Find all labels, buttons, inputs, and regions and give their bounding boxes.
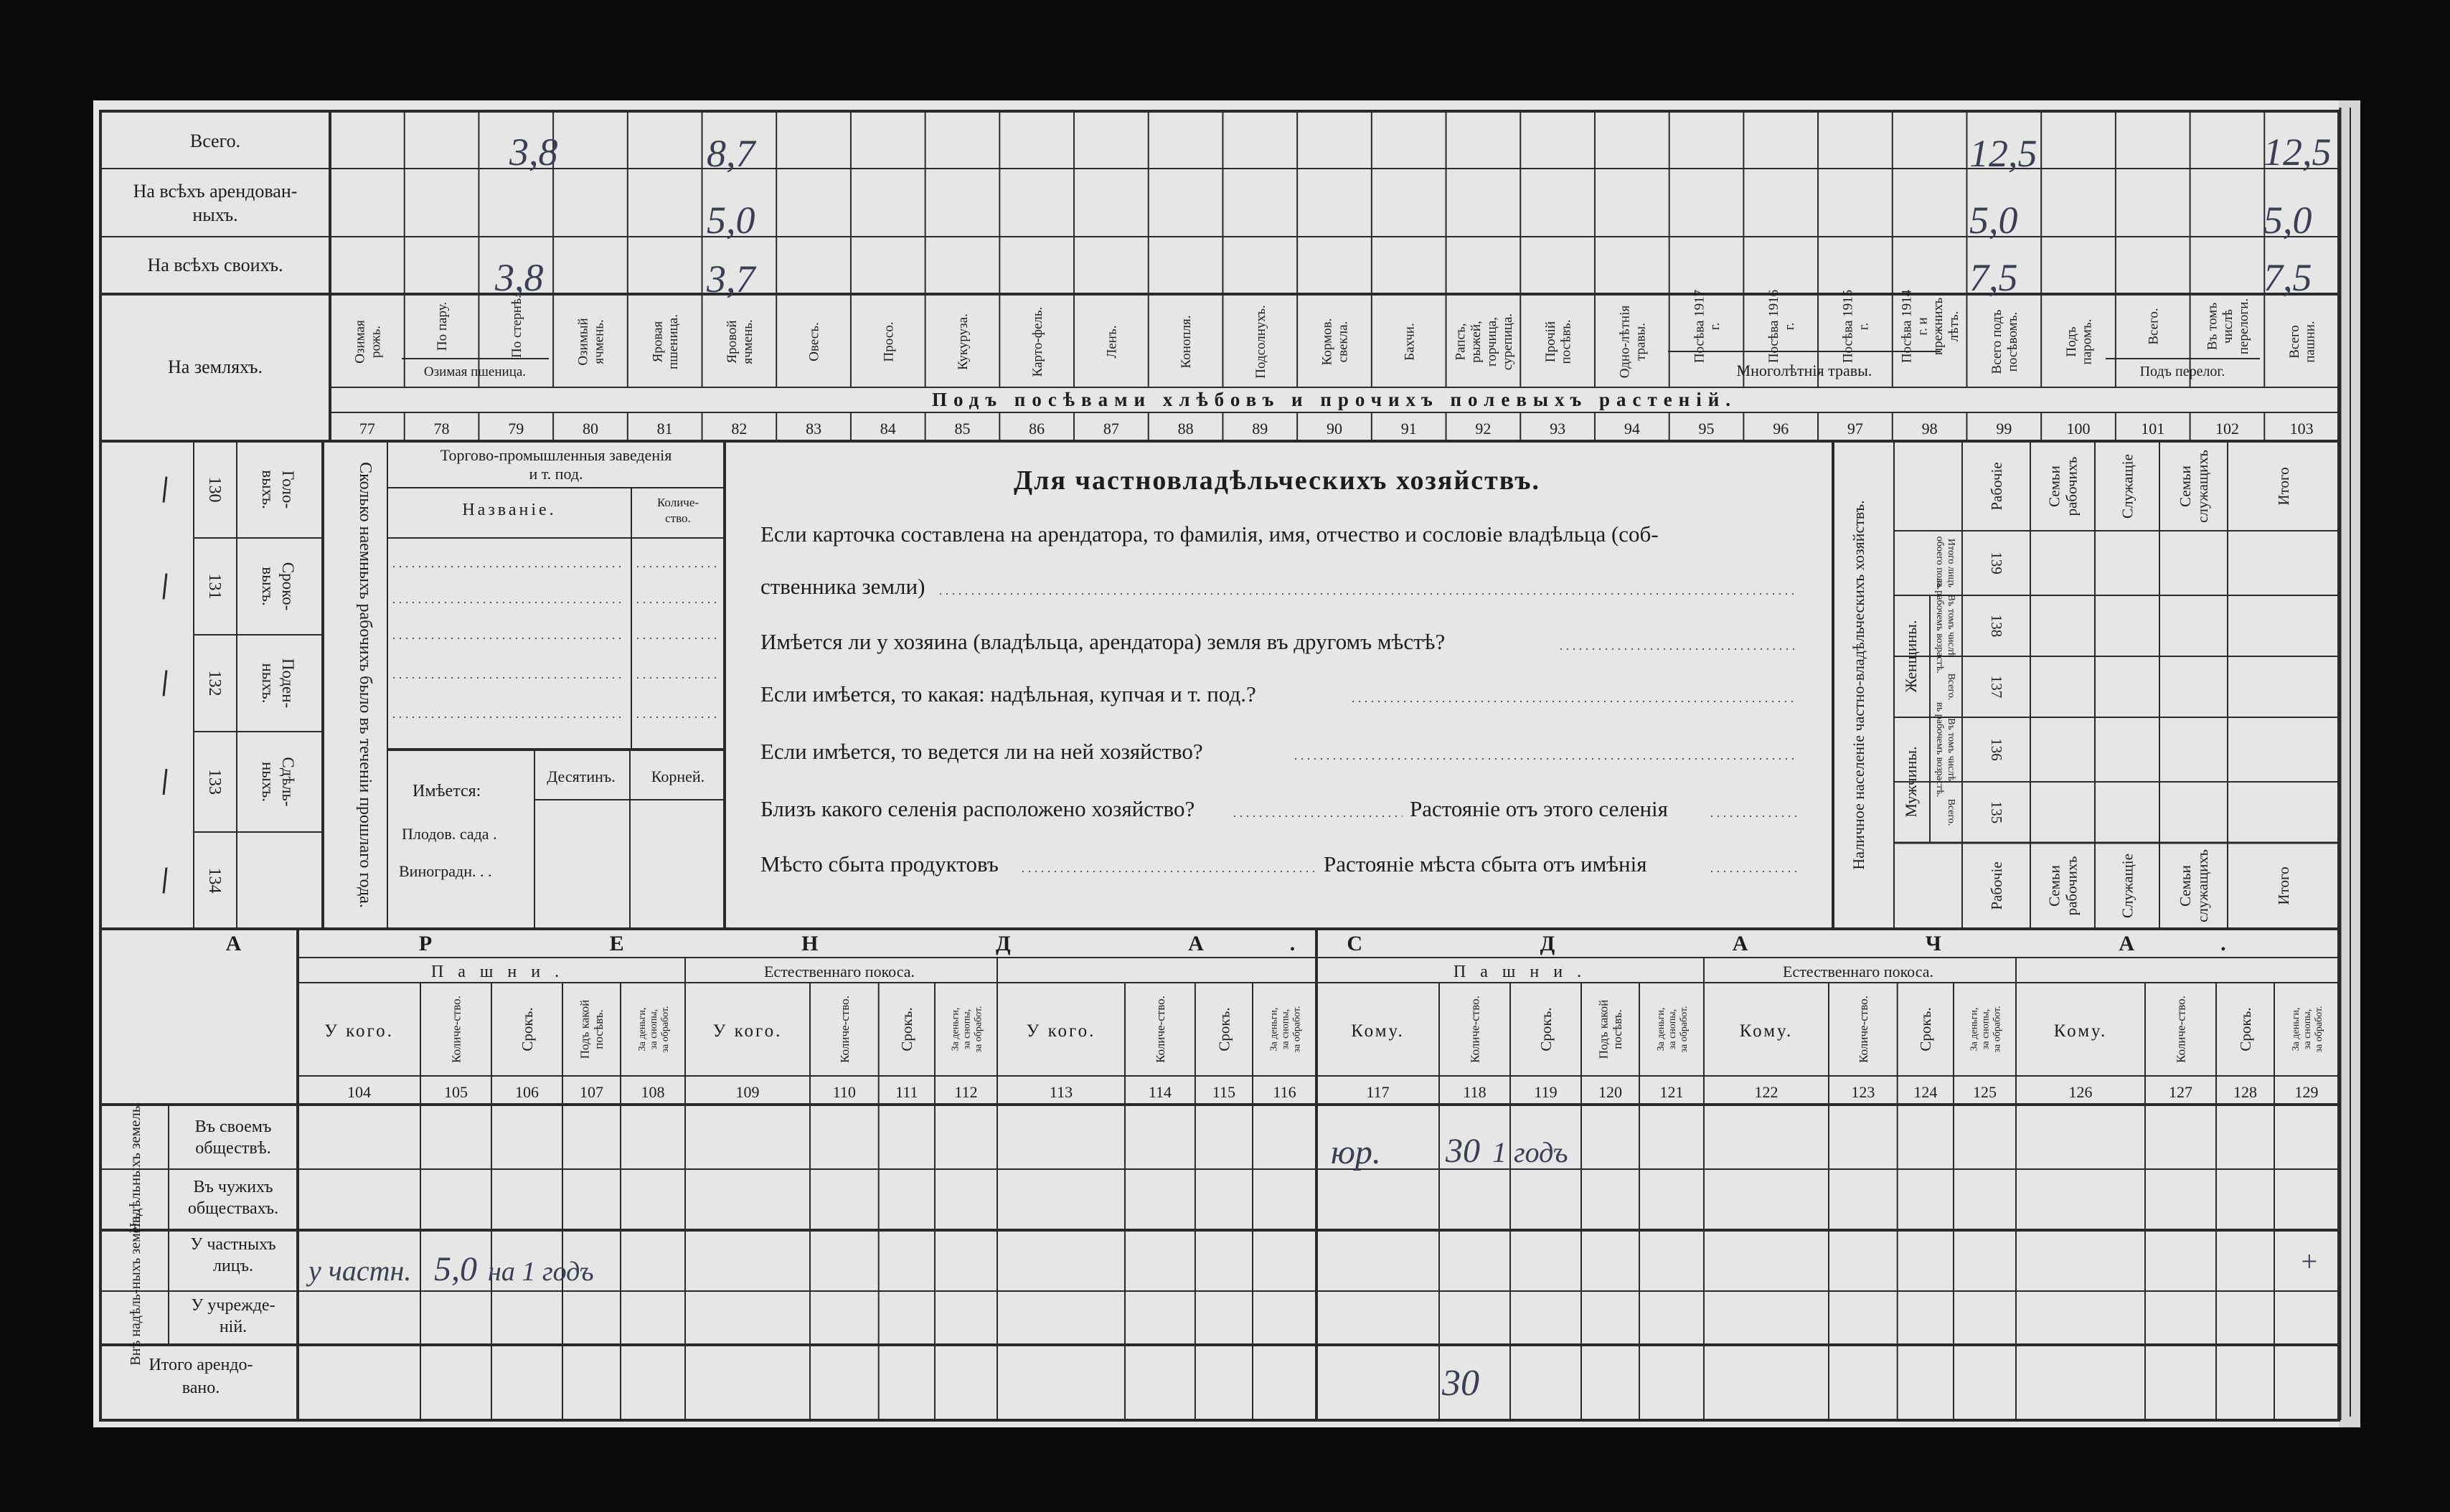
- imeetsya: Имѣется:: [413, 782, 481, 800]
- muzhchiny: [1902, 746, 1920, 817]
- lease-col-number: 122: [1754, 1083, 1778, 1101]
- lease-header-21: [1969, 1006, 2002, 1052]
- row-chastn-1: У частныхъ: [190, 1235, 276, 1254]
- crop-col-number: 84: [880, 420, 896, 438]
- lease-header-4-text: За деньги,за снопы,за обработ.: [636, 1006, 671, 1053]
- crop-header-24: [2146, 308, 2161, 344]
- nalich-caption: Наличное населеніе частно-владѣльческихъ хозяйствъ.: [1850, 500, 1867, 870]
- pop-col-header-top-2: [2119, 454, 2136, 519]
- crop-header-9: [1030, 307, 1045, 377]
- crop-header-22-text: Всего подъпосѣвомъ.: [1989, 309, 2020, 374]
- pop-row-label: [1946, 799, 1956, 826]
- hw-vsego-99: 12,5: [1969, 132, 2037, 175]
- pop-row-num: [1988, 552, 2005, 575]
- hw-r1-srok: 1 годъ: [1492, 1136, 1568, 1168]
- pop-row-label-text: Всего.: [1946, 673, 1956, 701]
- row-uchr-1: У учрежде-: [191, 1296, 275, 1315]
- lease-col-number: 126: [2068, 1083, 2093, 1101]
- hw-r5-qty: 30: [1442, 1363, 1479, 1404]
- lease-col-number: 114: [1148, 1083, 1172, 1101]
- crop-header-20-text: Посѣва 1915г.: [1840, 289, 1872, 364]
- korney: Корней.: [651, 767, 705, 785]
- crop-col-number: 81: [656, 420, 673, 438]
- private-line-7: Растояніе отъ этого селенія: [1410, 796, 1668, 821]
- lease-header-1: [449, 996, 463, 1063]
- row-svoem-1: Въ своемъ: [194, 1118, 272, 1136]
- crop-col-number: 96: [1773, 420, 1789, 438]
- lease-header-11: [1215, 1007, 1233, 1051]
- muzhchiny-text: Мужчины.: [1902, 746, 1920, 818]
- crop-header-18-text: Посѣва 1917г.: [1692, 289, 1723, 364]
- paper: [93, 100, 2360, 1427]
- sdacha-pashni: Пашни.: [1453, 963, 1596, 981]
- crop-col-number: 100: [2066, 420, 2091, 438]
- row-vsego: Всего.: [189, 131, 241, 151]
- lease-header-8-text: За деньги,за снопы,за обработ.: [950, 1006, 984, 1053]
- hired-label-text: Голо-выхъ.: [259, 470, 297, 509]
- lease-header-19-text: Количе-ство.: [1856, 996, 1870, 1063]
- crop-header-26-text: Всегопашни.: [2286, 321, 2318, 363]
- crop-header-6: [807, 322, 822, 362]
- private-line-2: ственника земли): [760, 574, 925, 599]
- hw-vsego-82: 8,7: [707, 132, 755, 175]
- lease-col-number: 123: [1851, 1083, 1875, 1101]
- pop-col-header-top-3-text: Семьислужащихъ: [2176, 450, 2211, 523]
- crop-col-number: 88: [1177, 420, 1194, 438]
- crop-header-11: [1179, 315, 1194, 368]
- lease-col-number: 129: [2294, 1083, 2319, 1101]
- crop-header-5: [725, 319, 755, 364]
- pop-row-num-text: 135: [1988, 800, 2005, 824]
- crop-col-number: 90: [1327, 420, 1342, 438]
- lease-header-22: Кому.: [2053, 1021, 2108, 1041]
- crop-header-4-text: Яроваяпшеница.: [650, 314, 682, 369]
- lease-header-14: [1468, 996, 1481, 1063]
- private-line-5: Если имѣется, то ведется ли на ней хозяйство?: [760, 739, 1203, 764]
- vinogr: Виноградн. . .: [399, 862, 492, 880]
- vne-nadel-caption: Внѣ надѣль-ныхъ земель.: [128, 1209, 143, 1366]
- hired-num: [205, 574, 224, 600]
- hired-num-text: 130: [205, 476, 224, 503]
- lease-col-number: 110: [832, 1083, 856, 1101]
- crop-header-14: [1402, 323, 1417, 360]
- lease-col-number: 111: [895, 1083, 918, 1101]
- pop-col-header-bottom-2: [2119, 854, 2136, 918]
- lease-header-6: [838, 996, 852, 1063]
- pop-row-num-text: 137: [1988, 675, 2005, 699]
- lease-col-number: 118: [1463, 1083, 1487, 1101]
- pop-col-header-bottom-2-text: Служащіе: [2119, 854, 2136, 918]
- crop-col-number: 91: [1400, 420, 1417, 438]
- crop-col-number: 78: [433, 420, 450, 438]
- crop-header-24-text: Всего.: [2146, 308, 2162, 345]
- hw-r3-srok: на 1 годъ: [488, 1257, 594, 1287]
- arenda-pashni: Пашни.: [430, 963, 574, 981]
- crop-col-number: 99: [1996, 420, 2012, 438]
- pop-row-label: [1946, 674, 1956, 701]
- hw-r3-qty: 5,0: [434, 1250, 477, 1288]
- pop-row-num: [1988, 738, 2005, 761]
- lease-header-10: [1154, 996, 1167, 1063]
- lease-header-19: [1857, 996, 1870, 1063]
- row-chuzhih-2: обществахъ.: [187, 1199, 279, 1218]
- pop-row-num-text: 136: [1988, 738, 2005, 761]
- sub-perelog: Подъ перелог.: [2139, 364, 2225, 379]
- crop-header-13-text: Кормов.свекла.: [1319, 318, 1351, 366]
- crop-header-0: [353, 320, 384, 364]
- private-title: Для частновладѣльческихъ хозяйствъ.: [1014, 466, 1540, 496]
- lease-header-3-text: Подъ какойпосѣвъ.: [578, 999, 606, 1059]
- lease-header-23: [2174, 996, 2187, 1063]
- pop-col-header-bottom-4-text: Итого: [2274, 866, 2292, 905]
- lease-header-4: [637, 1006, 671, 1052]
- lease-col-number: 121: [1659, 1083, 1684, 1101]
- pop-col-header-top-4: [2275, 467, 2292, 505]
- nadel-caption: Надѣльныхъ земель.: [126, 1102, 143, 1234]
- hired-num-text: 134: [205, 867, 224, 894]
- arenda-pokos: Естественнаго покоса.: [763, 963, 915, 981]
- lease-header-10-text: Количе-ство.: [1153, 996, 1167, 1063]
- lease-col-number: 127: [2169, 1083, 2192, 1101]
- pop-row-label-text: Въ томъ числѣвъ рабочемъ возрастѣ.: [1934, 701, 1956, 798]
- lease-header-24: [2237, 1007, 2254, 1051]
- lease-col-number: 128: [2233, 1083, 2257, 1101]
- pop-col-header-top-2-text: Служащіе: [2119, 454, 2136, 519]
- lease-col-number: 120: [1598, 1083, 1622, 1101]
- hw-r1-komu: юр.: [1331, 1133, 1381, 1171]
- lease-header-18: Кому.: [1739, 1021, 1794, 1041]
- crop-col-number: 82: [731, 420, 748, 438]
- crop-header-13: [1320, 318, 1351, 366]
- pop-row-num: [1988, 615, 2005, 638]
- torg-title-1: Торгово-промышленныя заведенія: [440, 446, 672, 464]
- lease-header-24-text: Срокъ.: [2236, 1007, 2254, 1052]
- crop-header-1: [435, 302, 450, 351]
- pop-col-header-bottom-3-text: Семьислужащихъ: [2176, 849, 2211, 922]
- crop-col-number: 101: [2141, 420, 2165, 438]
- crop-header-12: [1253, 305, 1268, 379]
- lease-col-number: 104: [347, 1083, 371, 1101]
- torg-qty-1: Количе-: [656, 496, 699, 509]
- lease-col-number: 117: [1366, 1083, 1390, 1101]
- hired-num-text: 131: [205, 573, 224, 600]
- sdacha-title: С Д А Ч А.: [1347, 932, 2312, 955]
- lease-header-15: [1537, 1007, 1555, 1051]
- crop-col-number: 98: [1921, 420, 1938, 438]
- crop-col-number: 92: [1475, 420, 1492, 438]
- crop-header-8: [956, 313, 971, 370]
- lease-col-number: 112: [954, 1083, 978, 1101]
- plodov: Плодов. сада .: [402, 825, 497, 843]
- lease-header-20: [1917, 1007, 1934, 1051]
- lease-col-number: 125: [1973, 1083, 1997, 1101]
- crop-header-22: [1989, 309, 2020, 374]
- crop-header-7-text: Просо.: [881, 321, 897, 362]
- lease-header-5: У кого.: [712, 1021, 783, 1041]
- crop-col-number: 77: [359, 420, 375, 438]
- crop-header-25-text: Въ томъчислѣперелоги.: [2205, 298, 2251, 355]
- sub-mnogolet: Многолѣтнія травы.: [1736, 362, 1872, 379]
- crop-header-6-text: Овесъ.: [806, 322, 822, 362]
- sdacha-pokos: Естественнаго покоса.: [1782, 963, 1934, 981]
- band-posev: Подъ посѣвами хлѣбовъ и прочихъ полевыхъ растеній.: [931, 389, 1738, 410]
- lease-header-0: У кого.: [324, 1021, 394, 1041]
- lease-header-11-text: Срокъ.: [1215, 1007, 1233, 1052]
- crop-col-number: 95: [1698, 420, 1715, 438]
- lease-header-25-text: За деньги,за снопы,за обработ.: [2290, 1006, 2324, 1053]
- pop-col-header-bottom-0-text: Рабочіе: [1987, 861, 2005, 910]
- crop-header-3: [576, 318, 607, 365]
- crop-header-12-text: Подсолнухъ.: [1253, 305, 1268, 379]
- row-itogo-1: Итого арендо-: [149, 1356, 253, 1374]
- hired-num: [205, 769, 224, 795]
- row-chastn-2: лицъ.: [212, 1257, 254, 1275]
- crop-header-2-text: По стернѣ.: [509, 295, 524, 358]
- hw-r1-qty: 30: [1446, 1132, 1480, 1170]
- crop-col-number: 87: [1103, 420, 1119, 438]
- crop-col-number: 103: [2289, 420, 2314, 438]
- private-line-3: Имѣется ли у хозяина (владѣльца, арендатора) земля въ другомъ мѣстѣ?: [760, 629, 1446, 654]
- crop-header-8-text: Кукуруза.: [956, 313, 971, 370]
- private-line-1: Если карточка составлена на арендатора, то фамилія, имя, отчество и сословіе владѣльца (соб-: [760, 521, 1659, 547]
- crop-header-4: [650, 314, 681, 369]
- pop-col-header-bottom-1-text: Семьирабочихъ: [2045, 856, 2081, 916]
- crop-header-10: [1105, 326, 1120, 359]
- lease-header-17-text: За деньги,за снопы,за обработ.: [1655, 1006, 1690, 1053]
- crop-col-number: 89: [1252, 420, 1268, 438]
- row-zemlyah: На земляхъ.: [168, 356, 263, 377]
- crop-header-15-text: Рапсъ,рыжей,горчица,сурепица.: [1453, 313, 1515, 371]
- crop-col-number: 97: [1847, 420, 1863, 438]
- pop-row-num-text: 138: [1988, 614, 2005, 638]
- lease-col-number: 105: [444, 1083, 468, 1101]
- crop-col-number: 102: [2215, 420, 2239, 438]
- lease-col-number: 107: [580, 1083, 603, 1101]
- row-itogo-2: вано.: [182, 1379, 220, 1397]
- row-arend-2: ныхъ.: [192, 204, 238, 225]
- pop-row-label-text: Итого лицъобоего пола.: [1934, 536, 1956, 590]
- crop-header-26: [2287, 321, 2318, 362]
- hw-vsego-103: 12,5: [2263, 131, 2332, 174]
- lease-col-number: 109: [735, 1083, 760, 1101]
- pop-col-header-top-1-text: Семьирабочихъ: [2045, 456, 2081, 516]
- pop-row-label-text: Въ томъ числѣвъ рабочемъ возрастѣ.: [1934, 578, 1956, 674]
- lease-header-9: У кого.: [1026, 1021, 1096, 1041]
- row-svoi: На всѣхъ своихъ.: [147, 255, 283, 275]
- lease-header-7: [898, 1007, 915, 1051]
- torg-name: Названіе.: [462, 501, 557, 519]
- crop-col-number: 83: [806, 420, 822, 438]
- lease-header-8: [950, 1006, 984, 1052]
- lease-col-number: 108: [641, 1083, 665, 1101]
- hired-num: [205, 671, 224, 696]
- pop-row-label-text: Всего.: [1946, 798, 1956, 826]
- lease-header-7-text: Срокъ.: [898, 1007, 916, 1052]
- pop-row-num: [1988, 676, 2005, 699]
- hired-label-text: Поден-ныхъ.: [259, 658, 297, 709]
- lease-header-2: [519, 1007, 536, 1051]
- crop-col-number: 79: [508, 420, 524, 438]
- hired-num-text: 132: [205, 670, 224, 696]
- zhenshiny-text: Женщины.: [1902, 620, 1920, 693]
- lease-col-number: 124: [1913, 1083, 1938, 1101]
- crop-header-16-text: Прочійпосѣвъ.: [1542, 319, 1574, 364]
- hw-svoi-99: 7,5: [1969, 256, 2018, 299]
- lease-header-6-text: Количе-ство.: [837, 996, 852, 1063]
- crop-header-0-text: Озимаярожь.: [352, 320, 384, 364]
- crop-header-3-text: Озимыйячмень.: [575, 318, 607, 366]
- pop-row-num: [1988, 801, 2005, 824]
- crop-header-21-text: Посѣва 1914г. ипрежнихълѣтъ.: [1899, 289, 1962, 364]
- torg-title-2: и т. под.: [529, 465, 583, 483]
- pop-col-header-top-0: [1988, 462, 2005, 510]
- crop-col-number: 80: [582, 420, 598, 438]
- private-line-9: Растояніе мѣста сбыта отъ имѣнія: [1324, 851, 1647, 877]
- hw-arend-99: 5,0: [1969, 199, 2018, 242]
- lease-header-14-text: Количе-ство.: [1468, 996, 1482, 1063]
- private-line-8: Мѣсто сбыта продуктовъ: [760, 851, 999, 877]
- lease-header-2-text: Срокъ.: [518, 1007, 536, 1052]
- crop-col-number: 86: [1029, 420, 1045, 438]
- hw-svoi-103: 7,5: [2263, 256, 2312, 299]
- hw-arend-103: 5,0: [2263, 199, 2312, 242]
- crop-header-17-text: Одно-лѣтніятравы.: [1617, 305, 1649, 379]
- lease-header-16-text: Подъ какойпосѣвъ.: [1596, 999, 1625, 1059]
- hired-num: [205, 477, 224, 503]
- crop-header-10-text: Ленъ.: [1104, 325, 1120, 359]
- pop-col-header-top-0-text: Рабочіе: [1987, 462, 2005, 511]
- row-svoem-2: обществѣ.: [195, 1139, 271, 1158]
- pop-col-header-bottom-4: [2275, 866, 2292, 904]
- hw-svoi-78: 3,8: [495, 256, 544, 299]
- arenda-title: А Р Е Н Д А.: [225, 932, 1382, 955]
- crop-header-23-text: Подъпаромъ.: [2063, 318, 2095, 365]
- lease-header-12: [1268, 1006, 1302, 1052]
- crop-header-11-text: Конопля.: [1179, 315, 1195, 369]
- crop-header-1-text: По пару.: [435, 301, 451, 351]
- crop-header-14-text: Бахчи.: [1402, 323, 1418, 361]
- lease-col-number: 106: [515, 1083, 539, 1101]
- lease-header-1-text: Количе-ство.: [449, 996, 463, 1063]
- crop-col-number: 93: [1550, 420, 1566, 438]
- lease-col-number: 113: [1049, 1083, 1073, 1101]
- pencil-cross: +: [2299, 1245, 2319, 1277]
- private-line-6: Близъ какого селенія расположено хозяйство?: [760, 796, 1195, 821]
- lease-col-number: 115: [1212, 1083, 1236, 1101]
- lease-col-number: 116: [1273, 1083, 1296, 1101]
- hired-num-text: 133: [205, 769, 224, 795]
- hw-svoi-82: 3,7: [707, 257, 755, 301]
- lease-header-23-text: Количе-ство.: [2174, 996, 2188, 1063]
- hired-label-text: Сдѣль-ныхъ.: [259, 757, 297, 807]
- row-chuzhih-1: Въ чужихъ: [193, 1178, 273, 1196]
- torg-qty-2: ство.: [665, 511, 691, 525]
- lease-col-number: 119: [1534, 1083, 1558, 1101]
- crop-header-16: [1543, 320, 1574, 364]
- crop-header-5-text: Яровойячмень.: [725, 319, 755, 364]
- hw-vsego-78: 3,8: [509, 131, 558, 174]
- lease-header-15-text: Срокъ.: [1537, 1007, 1555, 1052]
- crop-header-2: [509, 295, 524, 358]
- pop-col-header-top-4-text: Итого: [2274, 467, 2292, 506]
- hired-num: [205, 868, 224, 894]
- zhenshiny: [1902, 620, 1920, 693]
- lease-header-21-text: За деньги,за снопы,за обработ.: [1969, 1006, 2003, 1053]
- hired-label-text: Сроко-выхъ.: [259, 562, 297, 611]
- lease-header-13: Кому.: [1351, 1021, 1405, 1041]
- lease-header-12-text: За деньги,за снопы,за обработ.: [1268, 1006, 1303, 1053]
- crop-col-number: 94: [1624, 420, 1640, 438]
- lease-header-25: [2291, 1006, 2324, 1052]
- hw-r3-ukogo: у частн.: [308, 1255, 412, 1287]
- crop-header-9-text: Карто-фель.: [1030, 306, 1045, 377]
- row-uchr-2: ній.: [219, 1318, 248, 1336]
- private-line-4: Если имѣется, то какая: надѣльная, купчая и т. под.?: [760, 681, 1256, 707]
- row-arend-1: На всѣхъ арендован-: [133, 181, 298, 202]
- sub-ozimaya: Озимая пшеница.: [423, 364, 527, 379]
- pop-col-header-bottom-0: [1988, 861, 2005, 909]
- crop-header-7: [881, 322, 896, 362]
- crop-col-number: 85: [954, 420, 971, 438]
- pop-row-num-text: 139: [1988, 552, 2005, 575]
- lease-header-17: [1656, 1006, 1690, 1052]
- hw-arend-82: 5,0: [707, 199, 755, 242]
- crop-header-19-text: Посѣва 1916г.: [1766, 289, 1797, 364]
- lease-header-20-text: Срокъ.: [1917, 1007, 1935, 1052]
- desyatin: Десятинъ.: [547, 767, 616, 785]
- hired-caption: Сколько наемныхъ рабочихъ было въ теченіи прошлаго года.: [356, 462, 374, 908]
